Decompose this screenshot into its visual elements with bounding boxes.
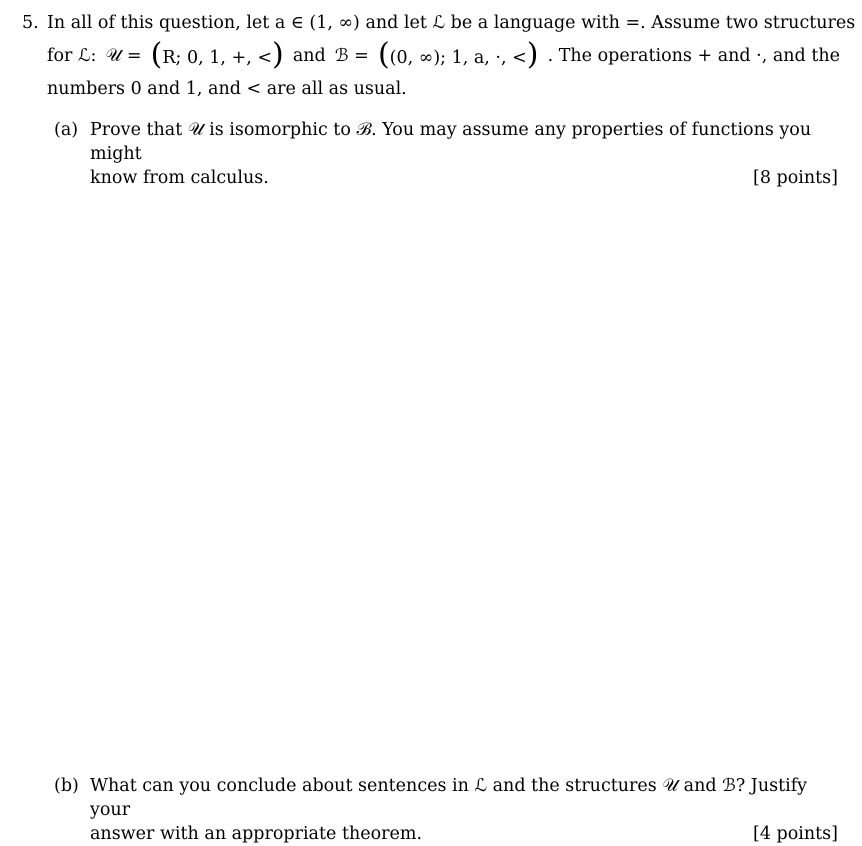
question-line-2 (47, 38, 840, 74)
structure-b-definition (378, 39, 539, 73)
structure-u-label: 𝒰 = (105, 46, 142, 66)
part-a-line-1: Prove that 𝒰 is isomorphic to ℬ. You may assume any properties of functions you might (90, 120, 812, 164)
right-paren: ) (526, 37, 539, 72)
structure-b-label: ℬ = (334, 46, 369, 66)
question-number: 5. (22, 13, 39, 33)
part-b (54, 774, 838, 846)
part-b-label: (b) (54, 776, 79, 796)
part-a-label: (a) (54, 120, 79, 140)
question-line-1: In all of this question, let a ∈ (1, ∞) and let ℒ be a language with =. Assume two structures (47, 13, 856, 33)
question-5 (22, 8, 856, 104)
question-line-3: numbers 0 and 1, and < are all as usual. (47, 79, 407, 99)
structure-b-tuple: (0, ∞); 1, a, ·, < (389, 48, 527, 68)
left-paren: ( (377, 37, 390, 72)
right-paren: ) (271, 37, 284, 72)
part-b-line-1: What can you conclude about sentences in ℒ and the structures 𝒰 and ℬ? Justify your (90, 776, 808, 820)
part-a-line-2-row (90, 166, 838, 190)
part-b-line-2: answer with an appropriate theorem. (90, 824, 423, 844)
part-a (54, 118, 838, 190)
part-b-points: [4 points] (753, 824, 838, 844)
question-body (47, 8, 856, 104)
and-text: and (292, 46, 326, 66)
operations-text: . The operations + and ·, and the (547, 46, 840, 66)
part-b-line-2-row (90, 822, 838, 846)
structure-u-definition (151, 39, 284, 73)
for-language-text: for ℒ: (47, 46, 97, 66)
structure-u-tuple: R; 0, 1, +, < (162, 48, 272, 68)
part-a-points: [8 points] (753, 168, 838, 188)
part-b-body (90, 774, 838, 846)
left-paren: ( (150, 37, 163, 72)
part-a-line-2: know from calculus. (90, 168, 269, 188)
part-a-body (90, 118, 838, 190)
